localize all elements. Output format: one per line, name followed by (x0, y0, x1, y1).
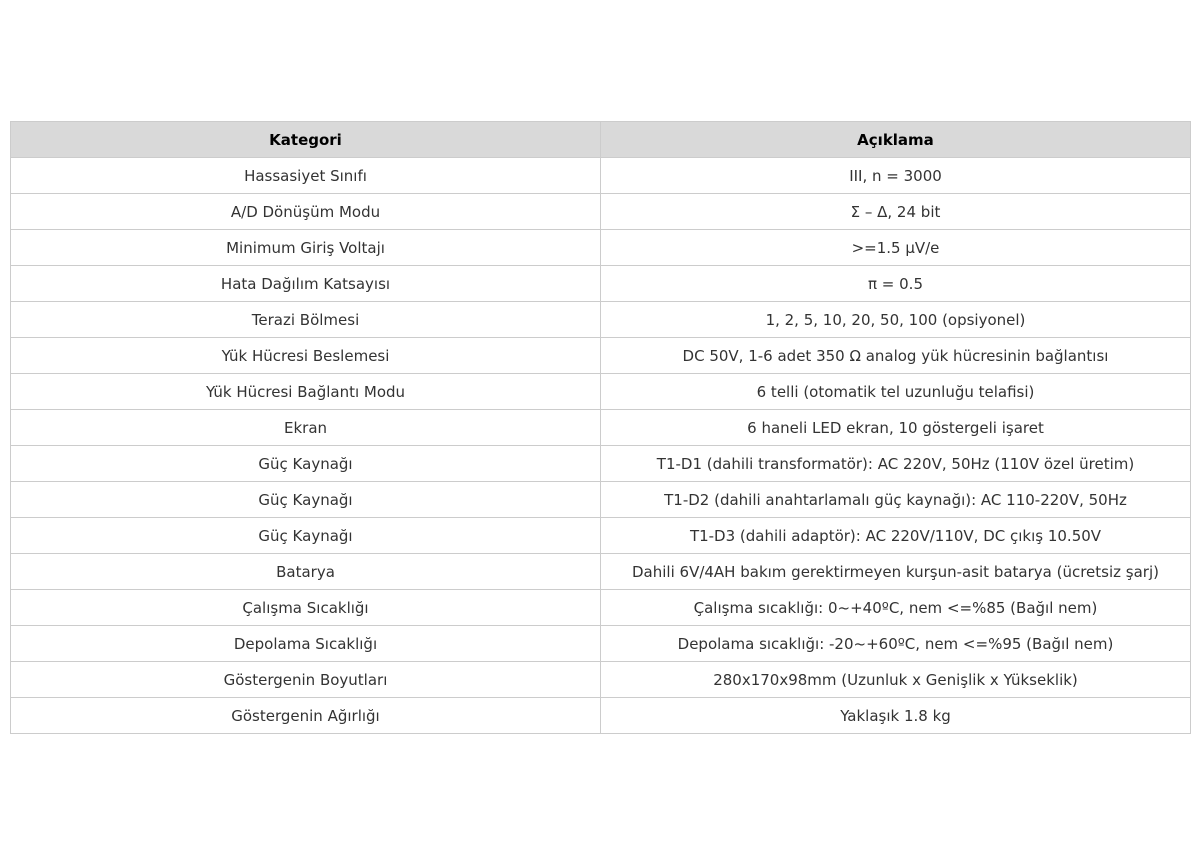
cell-description: T1-D1 (dahili transformatör): AC 220V, 50Hz (110V özel üretim) (601, 446, 1191, 482)
table-row (11, 374, 1191, 410)
table-row (11, 266, 1191, 302)
table-header-row (11, 122, 1191, 158)
cell-category: Minimum Giriş Voltajı (11, 230, 601, 266)
table-row (11, 590, 1191, 626)
cell-description: T1-D2 (dahili anahtarlamalı güç kaynağı): AC 110-220V, 50Hz (601, 482, 1191, 518)
cell-category: Terazi Bölmesi (11, 302, 601, 338)
cell-description: Yaklaşık 1.8 kg (601, 698, 1191, 734)
table-row (11, 230, 1191, 266)
table-row (11, 518, 1191, 554)
table-row (11, 446, 1191, 482)
table-row (11, 662, 1191, 698)
table-row (11, 626, 1191, 662)
cell-description: 1, 2, 5, 10, 20, 50, 100 (opsiyonel) (601, 302, 1191, 338)
cell-category: Batarya (11, 554, 601, 590)
table-row (11, 158, 1191, 194)
table-row (11, 302, 1191, 338)
spec-table (10, 121, 1191, 734)
cell-description: 280x170x98mm (Uzunluk x Genişlik x Yükseklik) (601, 662, 1191, 698)
cell-category: Göstergenin Boyutları (11, 662, 601, 698)
cell-description: Çalışma sıcaklığı: 0~+40ºC, nem <=%85 (Bağıl nem) (601, 590, 1191, 626)
cell-category: Güç Kaynağı (11, 446, 601, 482)
cell-category: Ekran (11, 410, 601, 446)
cell-description: DC 50V, 1-6 adet 350 Ω analog yük hücresinin bağlantısı (601, 338, 1191, 374)
cell-category: Yük Hücresi Bağlantı Modu (11, 374, 601, 410)
cell-description: Σ – Δ, 24 bit (601, 194, 1191, 230)
cell-description: Dahili 6V/4AH bakım gerektirmeyen kurşun-asit batarya (ücretsiz şarj) (601, 554, 1191, 590)
cell-category: Depolama Sıcaklığı (11, 626, 601, 662)
table-row (11, 410, 1191, 446)
cell-category: Göstergenin Ağırlığı (11, 698, 601, 734)
cell-category: Güç Kaynağı (11, 482, 601, 518)
cell-description: π = 0.5 (601, 266, 1191, 302)
table-row (11, 554, 1191, 590)
cell-description: T1-D3 (dahili adaptör): AC 220V/110V, DC çıkış 10.50V (601, 518, 1191, 554)
cell-description: >=1.5 μV/e (601, 230, 1191, 266)
cell-description: 6 telli (otomatik tel uzunluğu telafisi) (601, 374, 1191, 410)
header-aciklama: Açıklama (601, 122, 1191, 158)
cell-category: Güç Kaynağı (11, 518, 601, 554)
table-row (11, 698, 1191, 734)
cell-category: Yük Hücresi Beslemesi (11, 338, 601, 374)
cell-category: Çalışma Sıcaklığı (11, 590, 601, 626)
table-row (11, 482, 1191, 518)
cell-description: 6 haneli LED ekran, 10 göstergeli işaret (601, 410, 1191, 446)
cell-category: Hassasiyet Sınıfı (11, 158, 601, 194)
cell-category: A/D Dönüşüm Modu (11, 194, 601, 230)
table-row (11, 194, 1191, 230)
cell-category: Hata Dağılım Katsayısı (11, 266, 601, 302)
table-row (11, 338, 1191, 374)
cell-description: Depolama sıcaklığı: -20~+60ºC, nem <=%95 (Bağıl nem) (601, 626, 1191, 662)
cell-description: III, n = 3000 (601, 158, 1191, 194)
header-kategori: Kategori (11, 122, 601, 158)
